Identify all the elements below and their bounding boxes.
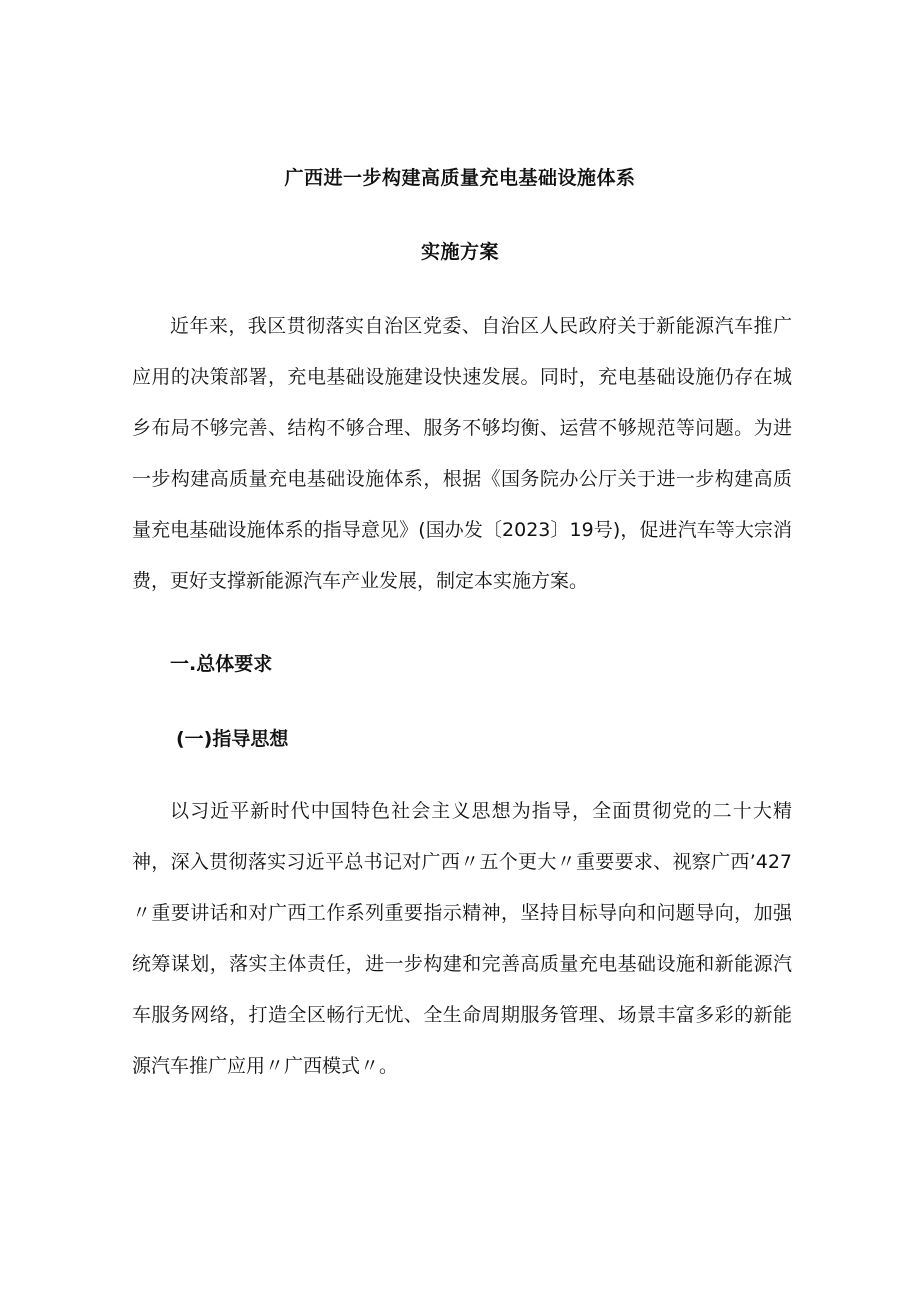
section-heading-general-requirements: 一.总体要求 bbox=[170, 653, 273, 675]
intro-paragraph: 近年来，我区贯彻落实自治区党委、自治区人民政府关于新能源汽车推广应用的决策部署，充电基础设施建设快速发展。同时，充电基础设施仍存在城乡布局不够完善、结构不够合理、服务不够均衡、运营不够规范等问题。为进一步构建高质量充电基础设施体系，根据《国务院办公厅关于进一步构建高质量充电基础设施体系的指导意见》(国办发〔2023〕19号)，促进汽车等大宗消费，更好支撑新能源汽车产业发展，制定本实施方案。 bbox=[132, 315, 792, 592]
subsection-heading-guiding-ideology: (一)指导思想 bbox=[176, 728, 289, 750]
document-title-line-2: 实施方案 bbox=[420, 241, 499, 263]
guiding-ideology-paragraph: 以习近平新时代中国特色社会主义思想为指导，全面贯彻党的二十大精神，深入贯彻落实习近平总书记对广西〃五个更大〃重要要求、视察广西’427〃重要讲话和对广西工作系列重要指示精神，坚持目标导向和问题导向，加强统筹谋划，落实主体责任，进一步构建和完善高质量充电基础设施和新能源汽车服务网络，打造全区畅行无忧、全生命周期服务管理、场景丰富多彩的新能源汽车推广应用〃广西模式〃。 bbox=[132, 800, 792, 1077]
document-title-line-1: 广西进一步构建高质量充电基础设施体系 bbox=[284, 167, 636, 189]
